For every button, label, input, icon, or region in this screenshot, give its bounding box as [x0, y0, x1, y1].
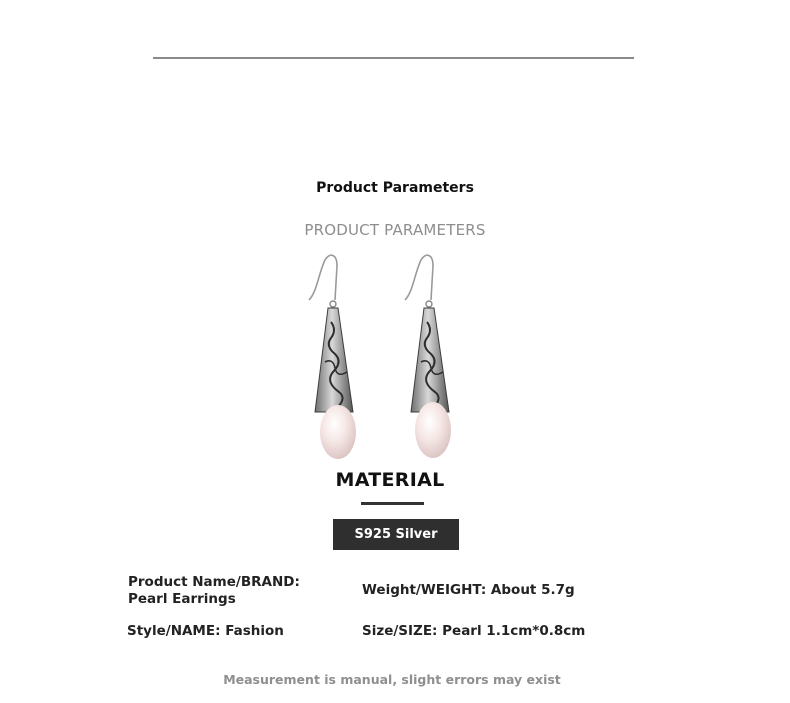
param-product-name-label: Product Name/BRAND: — [128, 574, 300, 590]
measurement-note: Measurement is manual, slight errors may exist — [223, 672, 561, 687]
material-heading: MATERIAL — [335, 469, 445, 491]
earring-left — [309, 255, 356, 459]
param-style: Style/NAME: Fashion — [127, 623, 284, 639]
param-size: Size/SIZE: Pearl 1.1cm*0.8cm — [362, 623, 586, 639]
product-image — [295, 252, 495, 464]
param-product-name-value: Pearl Earrings — [128, 591, 236, 607]
param-weight: Weight/WEIGHT: About 5.7g — [362, 582, 575, 598]
top-divider — [153, 57, 634, 59]
param-product-name — [128, 574, 300, 608]
earring-right — [405, 255, 451, 458]
page-subtitle: PRODUCT PARAMETERS — [304, 221, 486, 239]
page-title: Product Parameters — [316, 180, 474, 196]
material-divider — [361, 502, 424, 505]
material-badge: S925 Silver — [333, 519, 459, 550]
